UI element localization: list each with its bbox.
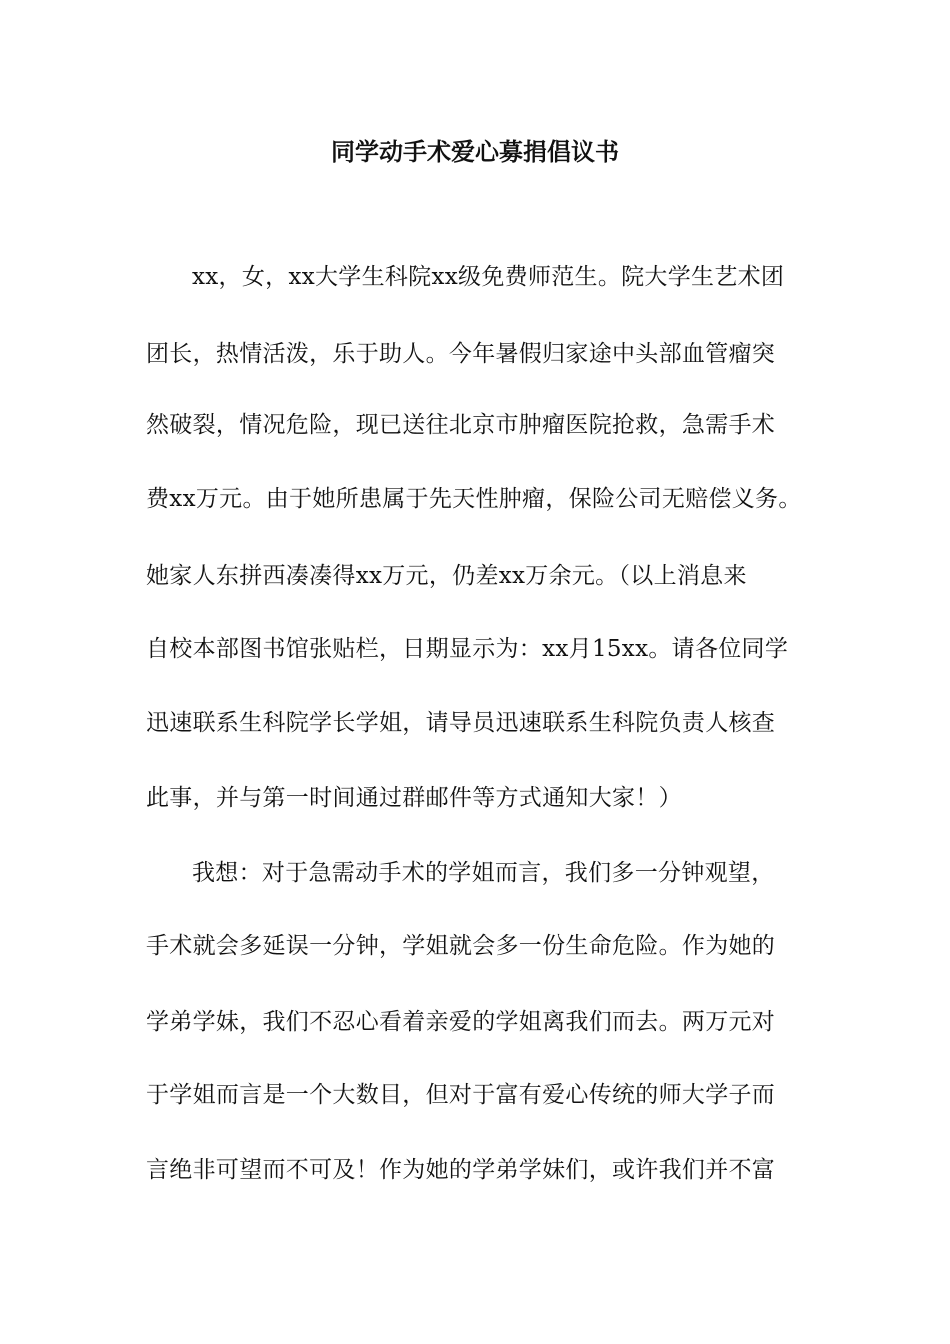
paragraph-2-line-5: 言绝非可望而不可及！作为她的学弟学妹们，或许我们并不富: [146, 1157, 776, 1183]
paragraph-1-line-6: 自校本部图书馆张贴栏，日期显示为：xx月15xx。请各位同学: [146, 636, 789, 662]
paragraph-2-line-2: 手术就会多延误一分钟，学姐就会多一份生命危险。作为她的: [146, 933, 776, 959]
document-title: 同学动手术爱心募捐倡议书: [331, 138, 619, 166]
paragraph-2-line-3: 学弟学妹，我们不忍心看着亲爱的学姐离我们而去。两万元对: [146, 1009, 776, 1035]
paragraph-1-line-3: 然破裂，情况危险，现已送往北京市肿瘤医院抢救，急需手术: [146, 412, 776, 438]
paragraph-1-line-4: 费xx万元。由于她所患属于先天性肿瘤，保险公司无赔偿义务。: [146, 486, 802, 512]
paragraph-1-line-1: xx，女，xx大学生科院xx级免费师范生。院大学生艺术团: [192, 264, 785, 290]
paragraph-1-line-7: 迅速联系生科院学长学姐，请导员迅速联系生科院负责人核查: [146, 710, 776, 736]
paragraph-2-line-4: 于学姐而言是一个大数目，但对于富有爱心传统的师大学子而: [146, 1082, 776, 1108]
paragraph-1-line-2: 团长，热情活泼，乐于助人。今年暑假归家途中头部血管瘤突: [146, 341, 776, 367]
paragraph-1-line-8: 此事，并与第一时间通过群邮件等方式通知大家！）: [146, 785, 682, 811]
paragraph-1-line-5: 她家人东拼西凑凑得xx万元，仍差xx万余元。（以上消息来: [146, 563, 747, 589]
paragraph-2-line-1: 我想：对于急需动手术的学姐而言，我们多一分钟观望，: [192, 860, 775, 886]
